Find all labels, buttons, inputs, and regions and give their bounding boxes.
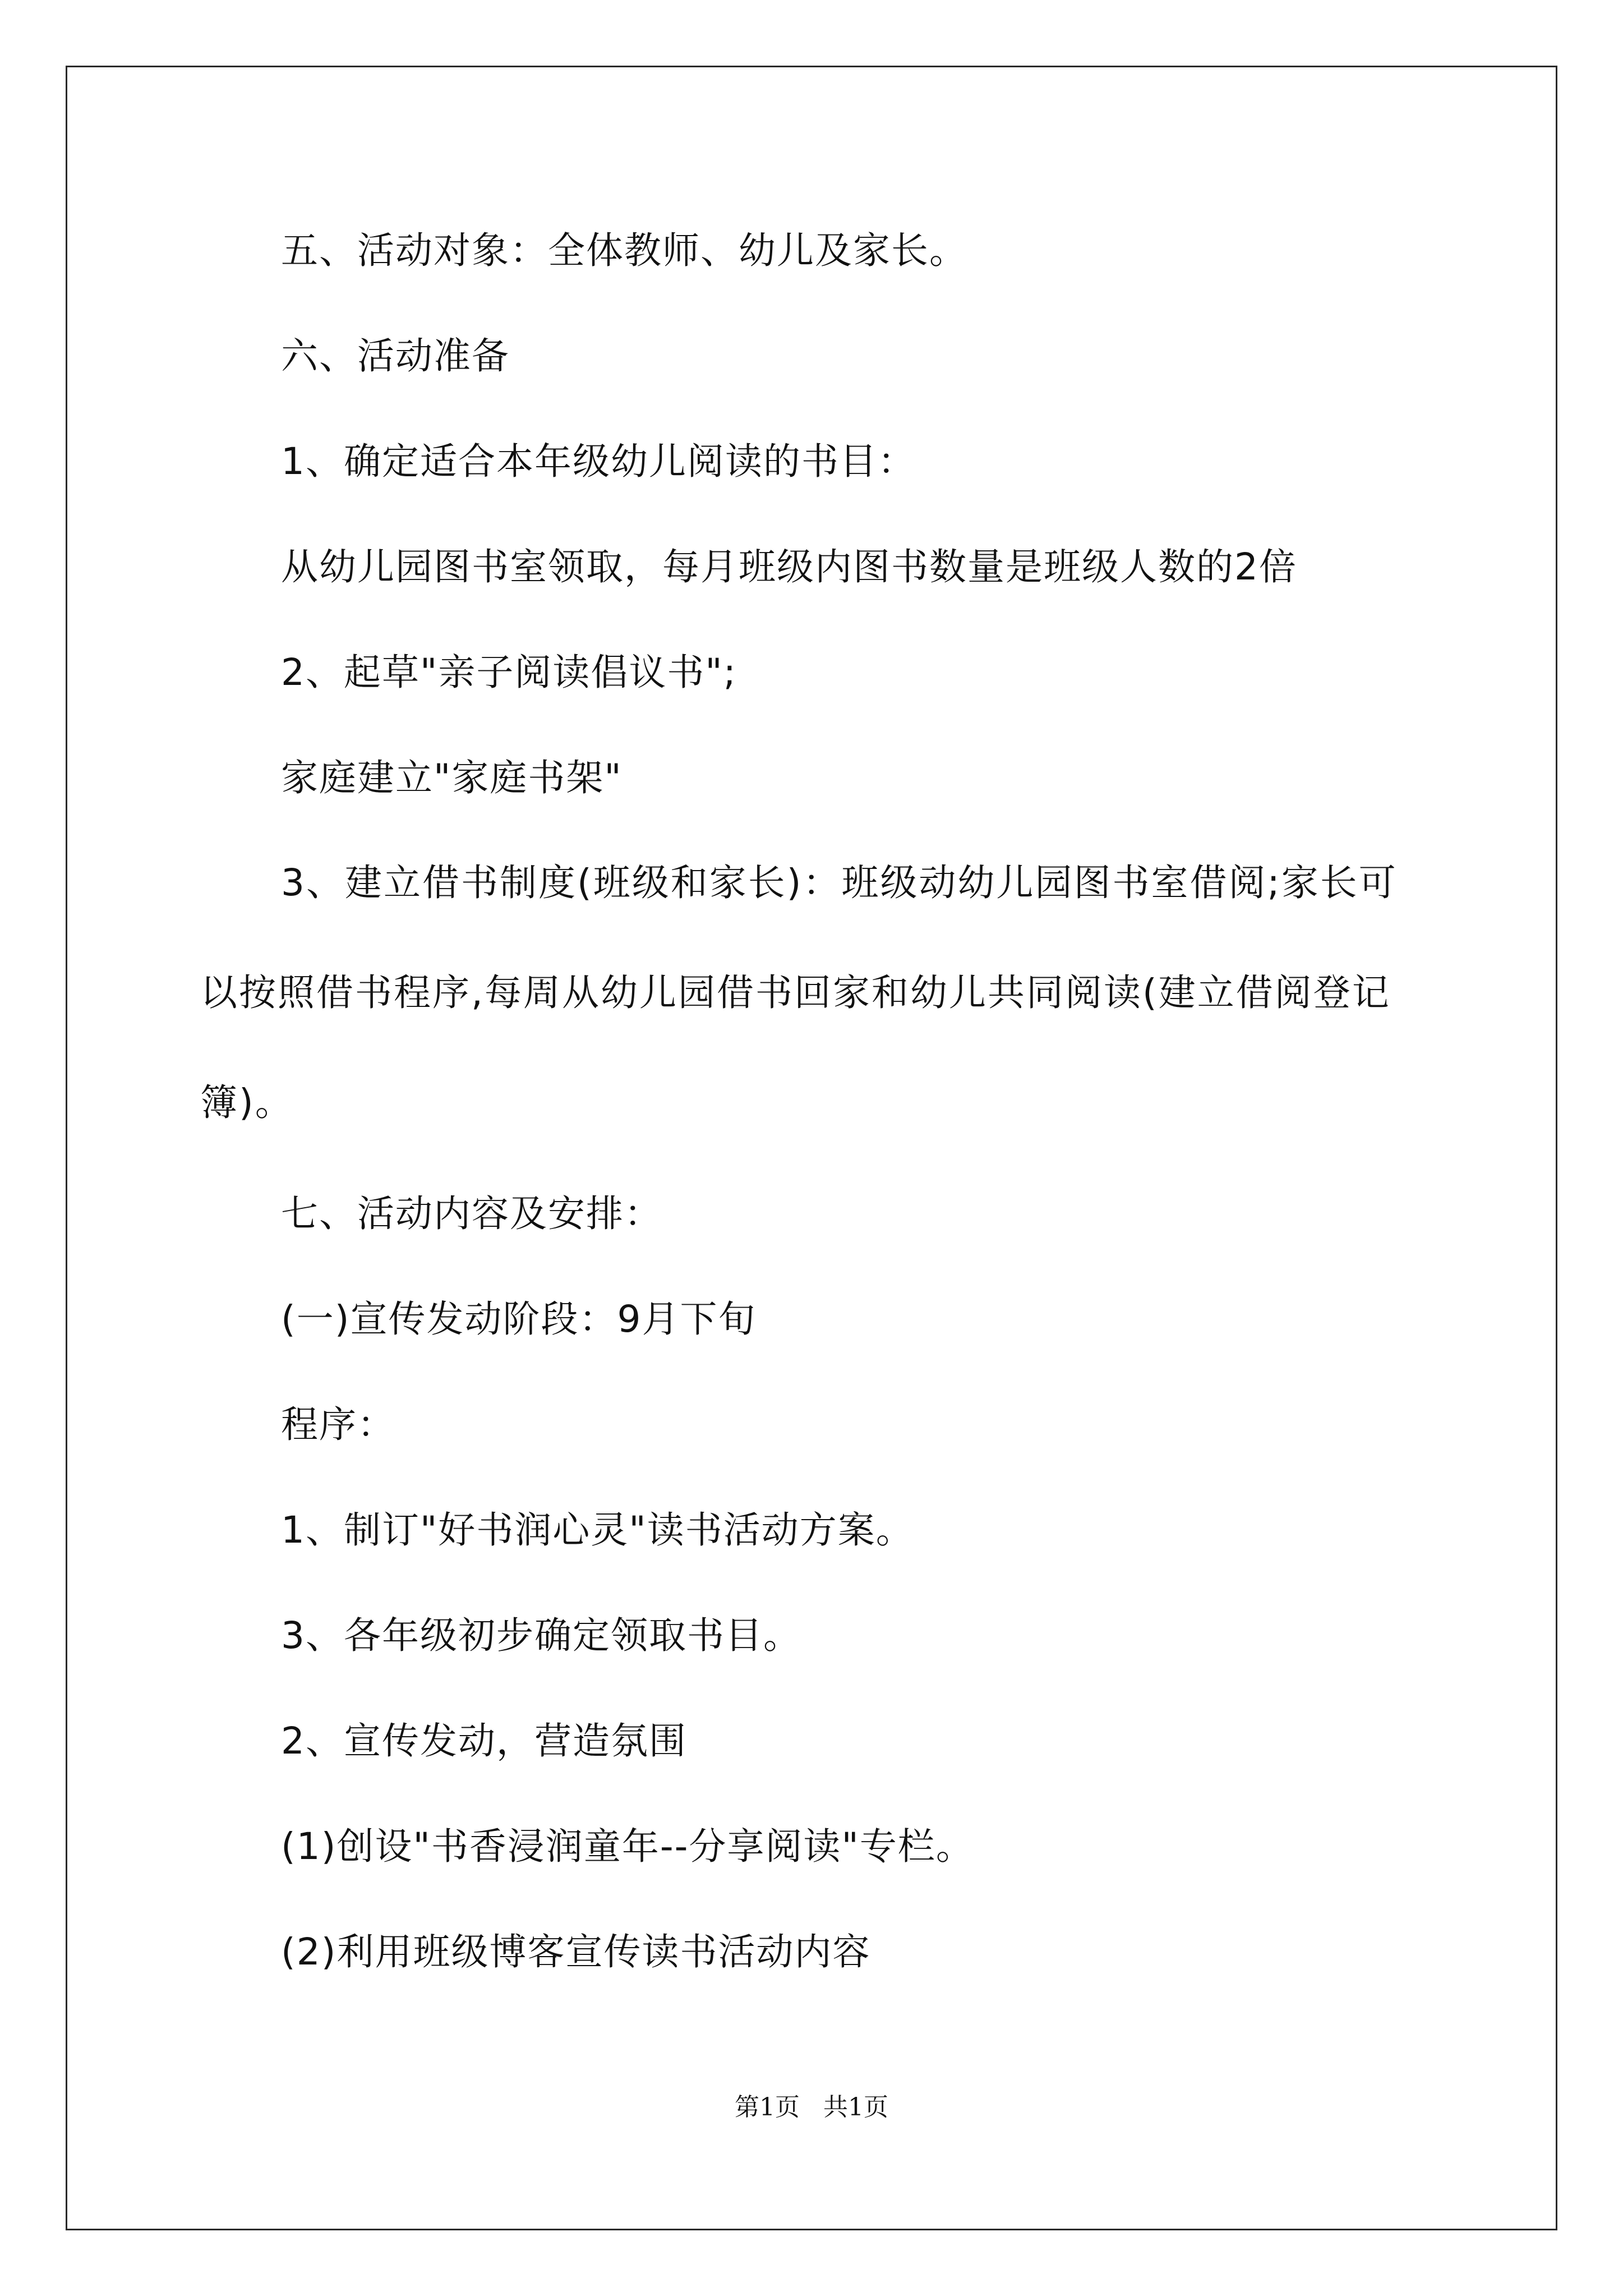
paragraph: (1)创设"书香浸润童年--分享阅读"专栏。 — [281, 1825, 974, 1868]
paragraph: 程序： — [281, 1403, 395, 1446]
paragraph: 2、宣传发动，营造氛围 — [281, 1719, 687, 1763]
paragraph: 五、活动对象：全体教师、幼儿及家长。 — [281, 229, 967, 272]
paragraph: 2、起草"亲子阅读倡议书"; — [281, 651, 737, 694]
paragraph: 家庭建立"家庭书架" — [281, 756, 623, 799]
page-footer — [0, 2095, 1623, 2120]
paragraph: (2)利用班级博客宣传读书活动内容 — [281, 1930, 871, 1973]
page-total: 共1页 — [823, 2093, 888, 2122]
paragraph: 3、建立借书制度(班级和家长)：班级动幼儿园图书室借阅;家长可以按照借书程序,每周从幼儿园借书回家和幼儿共同阅读(建立借阅登记簿)。 — [200, 861, 1398, 1124]
paragraph: 七、活动内容及安排： — [281, 1192, 662, 1235]
paragraph: 1、确定适合本年级幼儿阅读的书目： — [281, 440, 916, 483]
paragraph: 从幼儿园图书室领取，每月班级内图书数量是班级人数的2倍 — [281, 545, 1297, 588]
paragraph: 六、活动准备 — [281, 334, 510, 378]
page-number: 第1页 — [735, 2093, 800, 2122]
paragraph: (一)宣传发动阶段：9月下旬 — [281, 1297, 757, 1341]
paragraph: 3、各年级初步确定领取书目。 — [281, 1614, 801, 1657]
paragraph: 1、制订"好书润心灵"读书活动方案。 — [281, 1508, 914, 1552]
